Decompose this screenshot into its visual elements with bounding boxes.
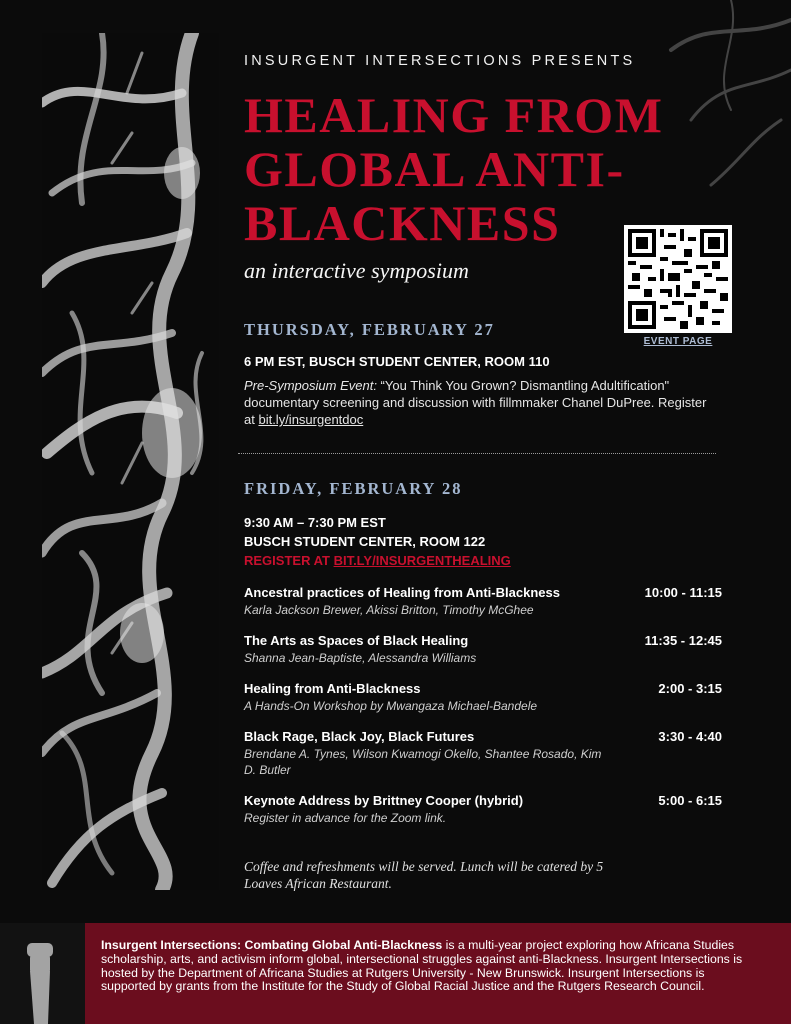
- event-subtitle: an interactive symposium: [244, 258, 469, 283]
- botanical-illustration: [42, 33, 219, 890]
- presents-line: INSURGENT INTERSECTIONS PRESENTS: [244, 53, 636, 69]
- thursday-heading: THURSDAY, FEBRUARY 27: [244, 320, 495, 339]
- friday-time: 9:30 AM – 7:30 PM EST: [244, 515, 386, 530]
- session-item: [244, 729, 722, 778]
- session-speakers: Shanna Jean-Baptiste, Alessandra Williams: [244, 651, 477, 665]
- thursday-event: [244, 354, 714, 428]
- raised-fist-image: [0, 923, 85, 1024]
- session-list: [244, 585, 722, 841]
- session-time: 11:35 - 12:45: [644, 633, 722, 648]
- session-time: 10:00 - 11:15: [644, 585, 722, 600]
- footer-project-title: Insurgent Intersections: Combating Global Anti-Blackness: [101, 938, 443, 952]
- session-speakers: A Hands-On Workshop by Mwangaza Michael-Bandele: [244, 699, 538, 713]
- session-title: Ancestral practices of Healing from Anti-Blackness: [244, 585, 560, 600]
- footer-description: [101, 939, 751, 994]
- thursday-location: 6 PM EST, BUSCH STUDENT CENTER, ROOM 110: [244, 354, 550, 369]
- session-speakers: Brendane A. Tynes, Wilson Kwamogi Okello, Shantee Rosado, Kim D. Butler: [244, 747, 602, 777]
- pre-event-label: Pre-Symposium Event:: [244, 378, 377, 393]
- session-item: [244, 793, 722, 826]
- session-title: Keynote Address by Brittney Cooper (hybrid): [244, 793, 524, 808]
- session-item: [244, 633, 722, 666]
- event-title: HEALING FROM GLOBAL ANTI-BLACKNESS: [244, 87, 664, 251]
- session-title: The Arts as Spaces of Black Healing: [244, 633, 469, 648]
- session-item: [244, 681, 722, 714]
- session-title: Healing from Anti-Blackness: [244, 681, 421, 696]
- thursday-description: [244, 377, 714, 428]
- refreshments-note: Coffee and refreshments will be served. Lunch will be catered by 5 Loaves African Restaurant.: [244, 859, 604, 891]
- footer-banner: [0, 923, 791, 1024]
- section-divider: [238, 453, 716, 454]
- event-page-link[interactable]: EVENT PAGE: [643, 336, 713, 347]
- friday-event: [244, 513, 714, 570]
- session-item: [244, 585, 722, 618]
- footer-body: is a multi-year project exploring how Africana Studies scholarship, arts, and activism inform global, intersectional struggles against anti-Blackness. Insurgent Intersections is hosted by the Department of Africana Studies at Rutgers University - New Brunswick. Insurgent Intersections is supported by grants from the Institute for the Study of Global Racial Justice and the Rutgers Research Council.: [101, 938, 743, 994]
- session-time: 3:30 - 4:40: [658, 729, 722, 744]
- session-title: Black Rage, Black Joy, Black Futures: [244, 729, 475, 744]
- insurgentdoc-link[interactable]: bit.ly/insurgentdoc: [258, 412, 364, 427]
- friday-heading: FRIDAY, FEBRUARY 28: [244, 479, 463, 498]
- qr-code[interactable]: [624, 225, 732, 333]
- friday-register: [244, 551, 714, 570]
- session-time: 2:00 - 3:15: [658, 681, 722, 696]
- qr-code-icon: [628, 229, 728, 329]
- insurgenthealing-link[interactable]: BIT.LY/INSURGENTHEALING: [333, 553, 511, 568]
- session-speakers: Register in advance for the Zoom link.: [244, 811, 447, 825]
- session-time: 5:00 - 6:15: [658, 793, 722, 808]
- session-speakers: Karla Jackson Brewer, Akissi Britton, Timothy McGhee: [244, 603, 534, 617]
- friday-location: BUSCH STUDENT CENTER, ROOM 122: [244, 534, 486, 549]
- register-prefix: REGISTER AT: [244, 553, 334, 568]
- pre-event-text: “You Think You Grown? Dismantling Adultification" documentary screening and discussion with fillmmaker Chanel DuPree. Register at: [244, 378, 707, 427]
